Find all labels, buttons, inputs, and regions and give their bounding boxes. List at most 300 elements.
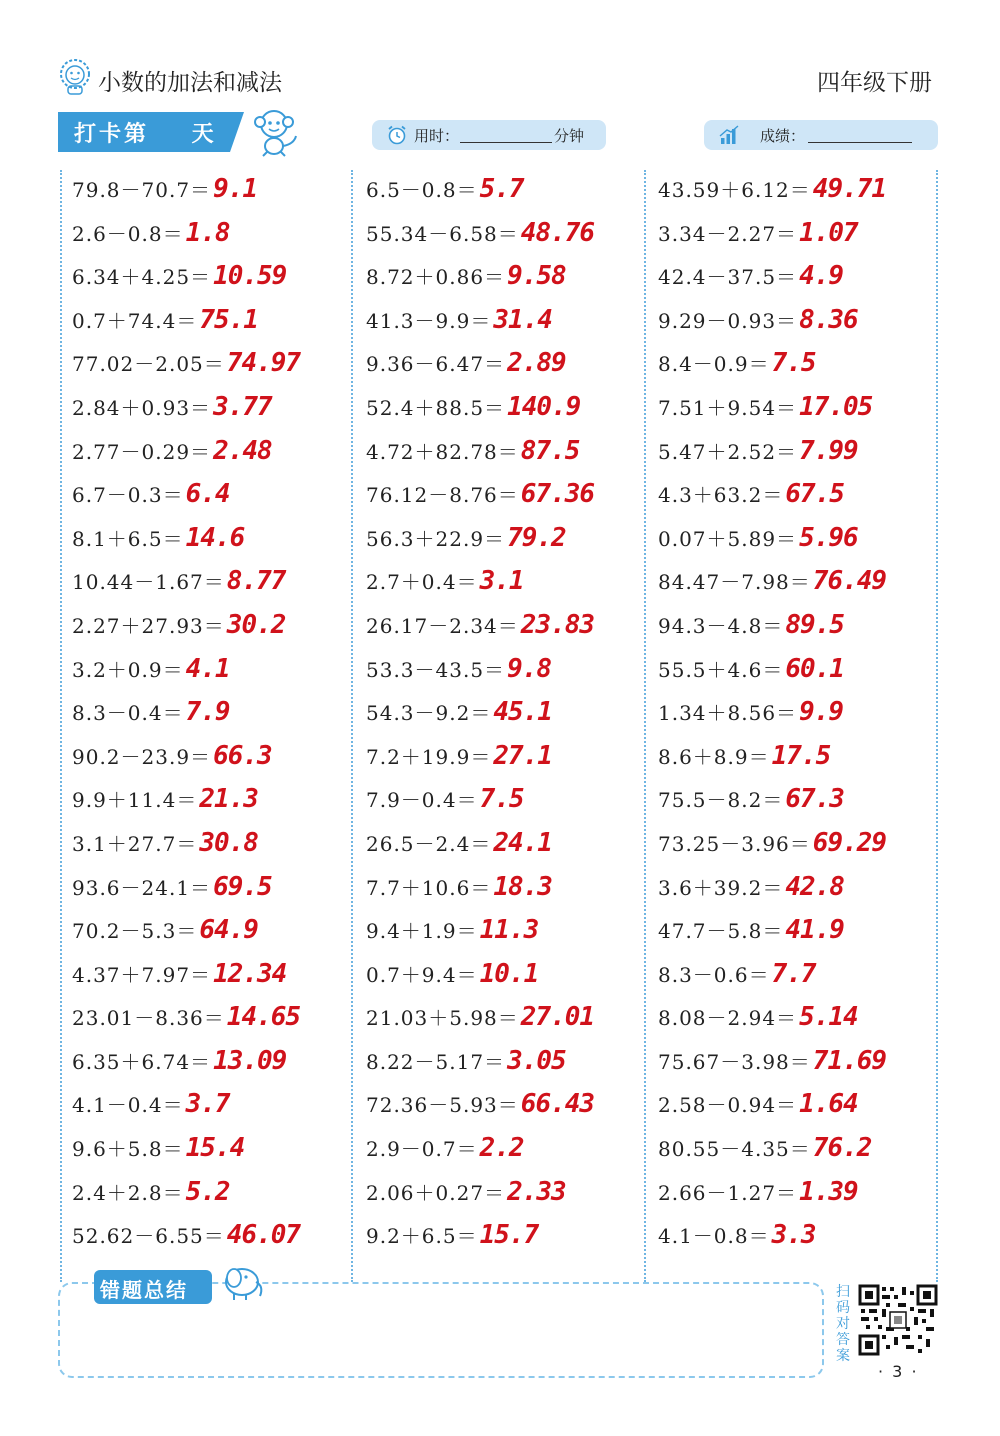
problem-equation bbox=[366, 566, 524, 596]
problem-equation bbox=[366, 959, 538, 989]
handwritten-answer: 15.4 bbox=[185, 1133, 245, 1164]
problem-row bbox=[72, 519, 352, 563]
problem-row bbox=[366, 606, 646, 650]
problem-row bbox=[72, 693, 352, 737]
problem-equation bbox=[72, 784, 258, 814]
equation-text: 9.4＋1.9＝ bbox=[366, 919, 478, 944]
handwritten-answer: 7.99 bbox=[799, 435, 858, 466]
handwritten-answer: 71.69 bbox=[812, 1045, 887, 1076]
equation-text: 53.3－43.5＝ bbox=[366, 657, 506, 682]
equation-text: 6.5－0.8＝ bbox=[366, 178, 478, 202]
equation-text: 2.66－1.27＝ bbox=[658, 1180, 798, 1205]
problem-row bbox=[658, 1085, 938, 1129]
equation-text: 76.12－8.76＝ bbox=[366, 483, 519, 508]
handwritten-answer: 17.05 bbox=[799, 391, 873, 422]
problem-equation bbox=[658, 1133, 871, 1163]
problem-equation bbox=[658, 697, 843, 727]
problem-equation bbox=[658, 741, 830, 771]
problem-row bbox=[366, 562, 646, 606]
problem-row bbox=[658, 998, 938, 1042]
equation-text: 8.22－5.17＝ bbox=[366, 1049, 506, 1074]
problem-row bbox=[72, 824, 352, 868]
problem-equation bbox=[658, 1220, 816, 1250]
problem-row bbox=[72, 606, 352, 650]
handwritten-answer: 69.29 bbox=[812, 827, 887, 858]
problem-row bbox=[658, 955, 938, 999]
problem-equation bbox=[366, 174, 524, 204]
problem-equation bbox=[72, 872, 272, 902]
problem-equation bbox=[366, 784, 524, 814]
handwritten-answer: 5.2 bbox=[185, 1176, 230, 1207]
problem-equation bbox=[72, 1002, 300, 1032]
handwritten-answer: 2.89 bbox=[507, 348, 566, 379]
equation-text: 26.17－2.34＝ bbox=[366, 613, 519, 638]
problem-row bbox=[658, 824, 938, 868]
handwritten-answer: 45.1 bbox=[493, 697, 552, 728]
handwritten-answer: 4.1 bbox=[185, 653, 230, 684]
equation-text: 7.7＋10.6＝ bbox=[366, 875, 492, 900]
problem-equation bbox=[658, 174, 886, 204]
handwritten-answer: 42.8 bbox=[785, 871, 844, 902]
problem-equation bbox=[658, 784, 844, 814]
handwritten-answer: 66.43 bbox=[520, 1089, 595, 1120]
problem-equation bbox=[72, 348, 300, 378]
handwritten-answer: 3.7 bbox=[185, 1089, 230, 1120]
problem-row bbox=[72, 170, 352, 214]
handwritten-answer: 3.1 bbox=[479, 566, 524, 597]
handwritten-answer: 21.3 bbox=[199, 784, 258, 815]
problem-row bbox=[366, 1173, 646, 1217]
equation-text: 4.1－0.8＝ bbox=[658, 1224, 770, 1249]
equation-text: 3.1＋27.7＝ bbox=[72, 831, 198, 856]
problem-equation bbox=[658, 1002, 858, 1032]
handwritten-answer: 5.7 bbox=[479, 174, 524, 204]
problem-row bbox=[72, 911, 352, 955]
problem-row bbox=[366, 911, 646, 955]
handwritten-answer: 76.49 bbox=[812, 566, 887, 597]
handwritten-answer: 27.01 bbox=[520, 1002, 595, 1033]
equation-text: 1.34＋8.56＝ bbox=[658, 701, 798, 726]
handwritten-answer: 9.1 bbox=[213, 174, 258, 204]
alarm-clock-icon bbox=[386, 124, 408, 146]
equation-text: 9.2＋6.5＝ bbox=[366, 1224, 478, 1249]
problem-row bbox=[366, 650, 646, 694]
handwritten-answer: 8.77 bbox=[226, 566, 286, 597]
equation-text: 42.4－37.5＝ bbox=[658, 265, 798, 290]
problem-equation bbox=[366, 261, 566, 291]
score-label: 成绩： bbox=[760, 127, 806, 145]
problem-equation bbox=[658, 1177, 858, 1207]
handwritten-answer: 1.39 bbox=[799, 1176, 858, 1207]
equation-text: 6.35＋6.74＝ bbox=[72, 1049, 212, 1074]
problem-row bbox=[366, 388, 646, 432]
problem-row bbox=[72, 257, 352, 301]
handwritten-answer: 3.05 bbox=[507, 1045, 566, 1076]
problem-row bbox=[658, 1042, 938, 1086]
problem-row bbox=[366, 519, 646, 563]
equation-text: 2.4＋2.8＝ bbox=[72, 1180, 184, 1205]
problem-row bbox=[72, 432, 352, 476]
page-number: · 3 · bbox=[878, 1362, 919, 1381]
problem-row bbox=[72, 955, 352, 999]
handwritten-answer: 67.5 bbox=[785, 479, 844, 510]
equation-text: 9.36－6.47＝ bbox=[366, 352, 506, 377]
problem-equation bbox=[658, 348, 816, 378]
problem-equation bbox=[658, 436, 858, 466]
equation-text: 2.7＋0.4＝ bbox=[366, 570, 478, 595]
problem-equation bbox=[72, 566, 285, 596]
problem-equation bbox=[72, 305, 258, 335]
handwritten-answer: 5.96 bbox=[799, 522, 858, 553]
problem-row bbox=[658, 650, 938, 694]
problem-row bbox=[658, 1216, 938, 1260]
equation-text: 43.59＋6.12＝ bbox=[658, 178, 811, 202]
problem-row bbox=[72, 1173, 352, 1217]
equation-text: 79.8－70.7＝ bbox=[72, 178, 212, 202]
handwritten-answer: 66.3 bbox=[213, 740, 272, 771]
problem-equation bbox=[366, 1220, 538, 1250]
problem-equation bbox=[72, 479, 230, 509]
handwritten-answer: 3.3 bbox=[771, 1220, 816, 1251]
score-blank[interactable] bbox=[808, 142, 912, 143]
equation-text: 8.6＋8.9＝ bbox=[658, 744, 770, 769]
handwritten-answer: 79.2 bbox=[507, 522, 566, 553]
problem-row bbox=[72, 475, 352, 519]
problem-equation bbox=[366, 697, 552, 727]
problem-equation bbox=[72, 174, 257, 204]
problem-row bbox=[366, 955, 646, 999]
problem-row bbox=[658, 1129, 938, 1173]
equation-text: 5.47＋2.52＝ bbox=[658, 439, 798, 464]
problem-row bbox=[366, 214, 646, 258]
problem-row bbox=[658, 737, 938, 781]
checkin-banner bbox=[58, 112, 244, 152]
handwritten-answer: 31.4 bbox=[493, 304, 552, 335]
equation-text: 52.4＋88.5＝ bbox=[366, 395, 506, 420]
lion-mascot-icon bbox=[58, 58, 92, 96]
handwritten-answer: 11.3 bbox=[479, 915, 539, 946]
handwritten-answer: 27.1 bbox=[493, 740, 552, 771]
problem-equation bbox=[366, 828, 552, 858]
equation-text: 26.5－2.4＝ bbox=[366, 831, 492, 856]
problem-column-2 bbox=[366, 170, 646, 1260]
equation-text: 77.02－2.05＝ bbox=[72, 352, 225, 377]
elephant-mascot-icon bbox=[216, 1262, 266, 1302]
equation-text: 8.3－0.4＝ bbox=[72, 701, 184, 726]
problem-equation bbox=[658, 915, 844, 945]
handwritten-answer: 23.83 bbox=[520, 609, 595, 640]
handwritten-answer: 2.33 bbox=[507, 1176, 566, 1207]
problem-row bbox=[72, 998, 352, 1042]
equation-text: 3.2＋0.9＝ bbox=[72, 657, 184, 682]
problem-row bbox=[72, 344, 352, 388]
problem-equation bbox=[72, 523, 244, 553]
problem-equation bbox=[658, 305, 858, 335]
equation-text: 8.1＋6.5＝ bbox=[72, 526, 184, 551]
problem-equation bbox=[366, 610, 594, 640]
equation-text: 9.6＋5.8＝ bbox=[72, 1137, 184, 1162]
handwritten-answer: 7.5 bbox=[771, 348, 816, 379]
handwritten-answer: 60.1 bbox=[785, 653, 844, 684]
handwritten-answer: 4.9 bbox=[799, 261, 844, 292]
handwritten-answer: 30.2 bbox=[226, 609, 286, 640]
problem-row bbox=[72, 562, 352, 606]
equation-text: 0.7＋74.4＝ bbox=[72, 308, 198, 333]
qr-code-icon[interactable] bbox=[858, 1284, 938, 1356]
handwritten-answer: 48.76 bbox=[520, 217, 595, 248]
problem-row bbox=[658, 388, 938, 432]
problem-equation bbox=[72, 741, 272, 771]
problem-equation bbox=[366, 523, 566, 553]
problem-equation bbox=[658, 959, 816, 989]
equation-text: 54.3－9.2＝ bbox=[366, 701, 492, 726]
handwritten-answer: 7.7 bbox=[771, 958, 816, 989]
handwritten-answer: 17.5 bbox=[771, 740, 831, 771]
problem-equation bbox=[72, 959, 286, 989]
handwritten-answer: 49.71 bbox=[812, 174, 887, 204]
problem-equation bbox=[366, 218, 594, 248]
handwritten-answer: 69.5 bbox=[213, 871, 272, 902]
problem-equation bbox=[72, 697, 230, 727]
handwritten-answer: 2.48 bbox=[213, 435, 272, 466]
handwritten-answer: 3.77 bbox=[213, 391, 272, 422]
equation-text: 75.67－3.98＝ bbox=[658, 1049, 811, 1074]
problem-equation bbox=[72, 392, 272, 422]
problem-row bbox=[366, 737, 646, 781]
problem-row bbox=[658, 475, 938, 519]
equation-text: 2.06＋0.27＝ bbox=[366, 1180, 506, 1205]
equation-text: 9.29－0.93＝ bbox=[658, 308, 798, 333]
equation-text: 8.4－0.9＝ bbox=[658, 352, 770, 377]
handwritten-answer: 8.36 bbox=[799, 304, 858, 335]
handwritten-answer: 15.7 bbox=[479, 1220, 539, 1251]
problem-equation bbox=[658, 872, 844, 902]
handwritten-answer: 5.14 bbox=[799, 1002, 858, 1033]
problem-equation bbox=[658, 610, 844, 640]
bar-chart-icon bbox=[718, 124, 740, 146]
handwritten-answer: 18.3 bbox=[493, 871, 552, 902]
equation-text: 2.58－0.94＝ bbox=[658, 1093, 798, 1118]
problem-equation bbox=[366, 436, 579, 466]
problem-row bbox=[72, 1085, 352, 1129]
equation-text: 6.34＋4.25＝ bbox=[72, 265, 212, 290]
handwritten-answer: 14.65 bbox=[226, 1002, 301, 1033]
equation-text: 55.5＋4.6＝ bbox=[658, 657, 784, 682]
equation-text: 55.34－6.58＝ bbox=[366, 221, 519, 246]
handwritten-answer: 46.07 bbox=[226, 1220, 301, 1251]
handwritten-answer: 87.5 bbox=[520, 435, 580, 466]
handwritten-answer: 24.1 bbox=[493, 827, 552, 858]
monkey-mascot-icon bbox=[250, 106, 302, 158]
handwritten-answer: 9.9 bbox=[799, 697, 844, 728]
equation-text: 2.27＋27.93＝ bbox=[72, 613, 225, 638]
problem-row bbox=[658, 606, 938, 650]
equation-text: 9.9＋11.4＝ bbox=[72, 788, 198, 813]
problem-row bbox=[72, 388, 352, 432]
problem-equation bbox=[658, 1089, 858, 1119]
problem-equation bbox=[658, 392, 872, 422]
equation-text: 80.55－4.35＝ bbox=[658, 1137, 811, 1162]
problem-row bbox=[658, 1173, 938, 1217]
handwritten-answer: 7.9 bbox=[185, 697, 230, 728]
problem-equation bbox=[658, 218, 858, 248]
score-box bbox=[704, 120, 938, 150]
problem-row bbox=[366, 344, 646, 388]
problem-equation bbox=[366, 305, 552, 335]
problem-equation bbox=[366, 741, 552, 771]
problem-row bbox=[366, 780, 646, 824]
handwritten-answer: 76.2 bbox=[812, 1133, 872, 1164]
equation-text: 2.9－0.7＝ bbox=[366, 1137, 478, 1162]
handwritten-answer: 41.9 bbox=[785, 915, 844, 946]
page-title: 小数的加法和减法 bbox=[98, 70, 282, 96]
problem-equation bbox=[72, 610, 285, 640]
time-blank[interactable] bbox=[460, 142, 552, 143]
equation-text: 0.7＋9.4＝ bbox=[366, 962, 478, 987]
problem-row bbox=[658, 693, 938, 737]
equation-text: 70.2－5.3＝ bbox=[72, 919, 198, 944]
equation-text: 2.6－0.8＝ bbox=[72, 221, 184, 246]
problem-row bbox=[658, 519, 938, 563]
problem-column-1 bbox=[72, 170, 352, 1260]
equation-text: 7.9－0.4＝ bbox=[366, 788, 478, 813]
equation-text: 10.44－1.67＝ bbox=[72, 570, 225, 595]
problem-row bbox=[658, 868, 938, 912]
problem-row bbox=[658, 562, 938, 606]
problem-equation bbox=[366, 1046, 566, 1076]
problem-row bbox=[658, 911, 938, 955]
problem-equation bbox=[366, 1133, 524, 1163]
handwritten-answer: 1.07 bbox=[799, 217, 858, 248]
problem-row bbox=[72, 1042, 352, 1086]
equation-text: 75.5－8.2＝ bbox=[658, 788, 784, 813]
problem-equation bbox=[72, 828, 258, 858]
equation-text: 56.3＋22.9＝ bbox=[366, 526, 506, 551]
handwritten-answer: 67.3 bbox=[785, 784, 844, 815]
equation-text: 73.25－3.96＝ bbox=[658, 831, 811, 856]
problem-equation bbox=[72, 1046, 286, 1076]
problem-equation bbox=[366, 1177, 566, 1207]
problem-equation bbox=[366, 1089, 594, 1119]
problem-row bbox=[366, 824, 646, 868]
handwritten-answer: 7.5 bbox=[479, 784, 524, 815]
problem-equation bbox=[366, 479, 594, 509]
problem-column-3 bbox=[658, 170, 938, 1260]
problem-row bbox=[366, 1216, 646, 1260]
problem-equation bbox=[658, 1046, 886, 1076]
problem-equation bbox=[72, 1220, 300, 1250]
problem-equation bbox=[72, 1177, 230, 1207]
problem-row bbox=[658, 344, 938, 388]
problem-equation bbox=[366, 1002, 594, 1032]
problem-row bbox=[72, 214, 352, 258]
time-unit: 分钟 bbox=[554, 127, 585, 145]
problem-equation bbox=[366, 654, 551, 684]
problem-row bbox=[658, 301, 938, 345]
problem-row bbox=[658, 432, 938, 476]
equation-text: 47.7－5.8＝ bbox=[658, 919, 784, 944]
handwritten-answer: 10.1 bbox=[479, 958, 539, 989]
handwritten-answer: 1.64 bbox=[799, 1089, 858, 1120]
handwritten-answer: 1.8 bbox=[185, 217, 230, 248]
equation-text: 4.1－0.4＝ bbox=[72, 1093, 184, 1118]
equation-text: 94.3－4.8＝ bbox=[658, 613, 784, 638]
equation-text: 8.3－0.6＝ bbox=[658, 962, 770, 987]
problem-equation bbox=[72, 1089, 230, 1119]
problem-row bbox=[366, 998, 646, 1042]
problem-row bbox=[366, 257, 646, 301]
handwritten-answer: 10.59 bbox=[213, 261, 287, 292]
problem-equation bbox=[72, 261, 286, 291]
column-border-left bbox=[60, 170, 62, 1282]
problem-row bbox=[658, 257, 938, 301]
problem-row bbox=[658, 170, 938, 214]
problem-equation bbox=[72, 436, 272, 466]
equation-text: 41.3－9.9＝ bbox=[366, 308, 492, 333]
problem-equation bbox=[72, 654, 230, 684]
problem-equation bbox=[658, 261, 843, 291]
equation-text: 84.47－7.98＝ bbox=[658, 570, 811, 595]
equation-text: 90.2－23.9＝ bbox=[72, 744, 212, 769]
handwritten-answer: 30.8 bbox=[199, 827, 258, 858]
handwritten-answer: 67.36 bbox=[520, 479, 595, 510]
problem-row bbox=[72, 737, 352, 781]
equation-text: 93.6－24.1＝ bbox=[72, 875, 212, 900]
problem-equation bbox=[658, 828, 886, 858]
problem-equation bbox=[366, 348, 566, 378]
equation-text: 4.37＋7.97＝ bbox=[72, 962, 212, 987]
equation-text: 4.3＋63.2＝ bbox=[658, 483, 784, 508]
equation-text: 8.08－2.94＝ bbox=[658, 1006, 798, 1031]
equation-text: 3.6＋39.2＝ bbox=[658, 875, 784, 900]
handwritten-answer: 6.4 bbox=[185, 479, 230, 510]
problem-row bbox=[658, 780, 938, 824]
grade-label: 四年级下册 bbox=[817, 70, 932, 96]
problem-row bbox=[72, 650, 352, 694]
handwritten-answer: 140.9 bbox=[507, 391, 581, 422]
equation-text: 72.36－5.93＝ bbox=[366, 1093, 519, 1118]
handwritten-answer: 12.34 bbox=[213, 958, 287, 989]
problem-row bbox=[658, 214, 938, 258]
problem-row bbox=[72, 1129, 352, 1173]
problem-equation bbox=[658, 566, 886, 596]
page-header bbox=[58, 52, 938, 108]
problem-equation bbox=[366, 392, 580, 422]
handwritten-answer: 9.8 bbox=[507, 653, 552, 684]
equation-text: 2.84＋0.93＝ bbox=[72, 395, 212, 420]
problem-equation bbox=[72, 915, 258, 945]
mistake-summary-label: 错题总结 bbox=[100, 1278, 188, 1302]
handwritten-answer: 14.6 bbox=[185, 522, 245, 553]
time-label: 用时： bbox=[414, 127, 460, 145]
problem-row bbox=[366, 301, 646, 345]
problem-row bbox=[72, 780, 352, 824]
equation-text: 8.72＋0.86＝ bbox=[366, 265, 506, 290]
equation-text: 4.72＋82.78＝ bbox=[366, 439, 519, 464]
equation-text: 6.7－0.3＝ bbox=[72, 483, 184, 508]
handwritten-answer: 75.1 bbox=[199, 304, 258, 335]
checkin-label: 打卡第 天 bbox=[74, 122, 217, 147]
problem-row bbox=[72, 1216, 352, 1260]
problem-row bbox=[366, 1085, 646, 1129]
equation-text: 7.2＋19.9＝ bbox=[366, 744, 492, 769]
handwritten-answer: 13.09 bbox=[213, 1045, 287, 1076]
problem-row bbox=[72, 868, 352, 912]
problem-row bbox=[366, 432, 646, 476]
problem-row bbox=[366, 475, 646, 519]
equation-text: 3.34－2.27＝ bbox=[658, 221, 798, 246]
problem-equation bbox=[658, 479, 844, 509]
